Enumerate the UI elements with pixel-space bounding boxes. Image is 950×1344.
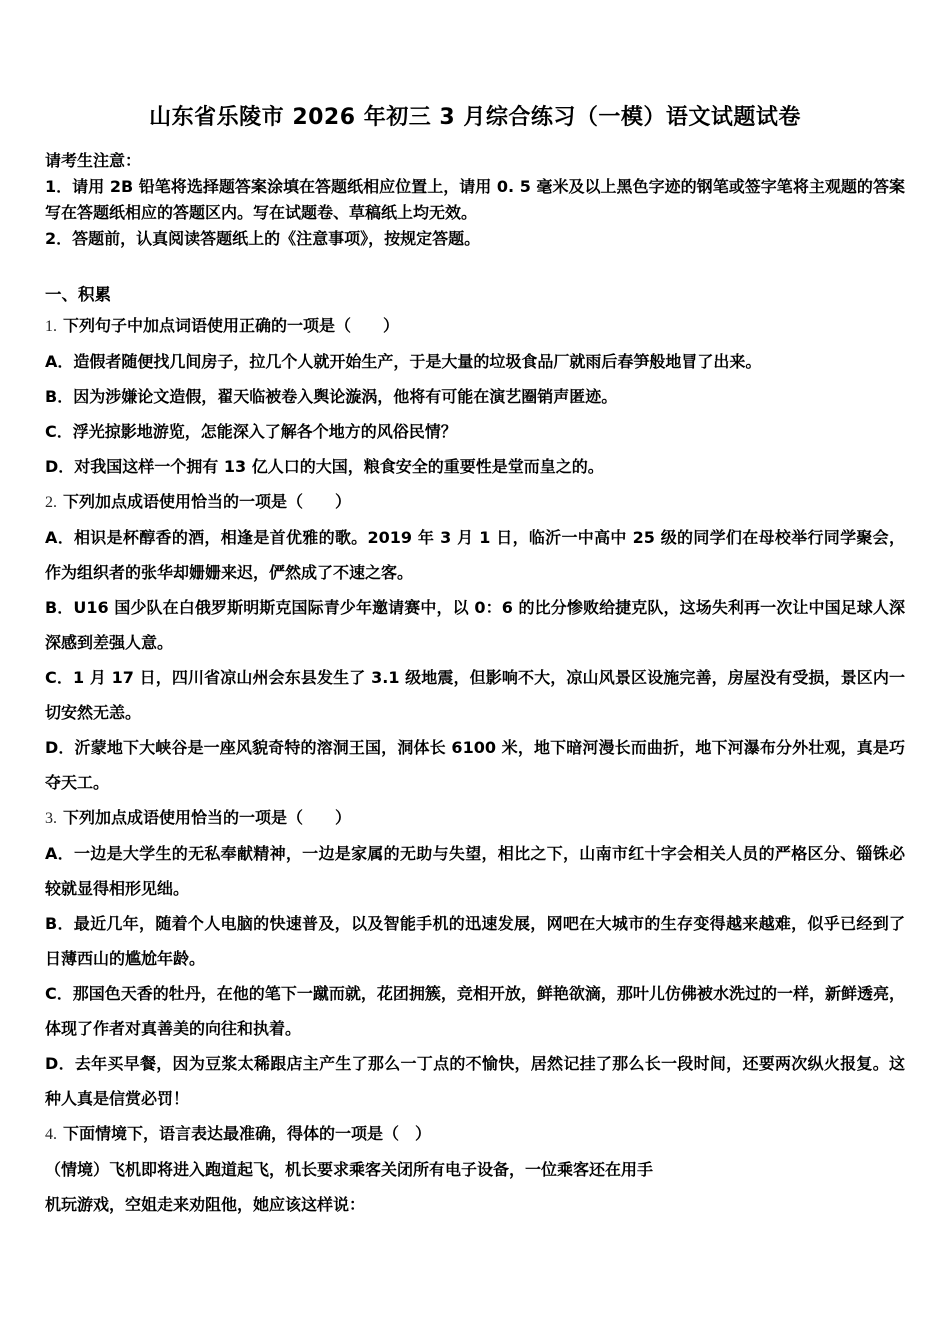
question-2-option-a: A．相识是杯醇香的酒，相逢是首优雅的歌。2019 年 3 月 1 日，临沂一中高中 25 级的同学们在母校举行同学聚会，作为组织者的张华却姗姗来迟，俨然成了不速之客。: [45, 528, 905, 582]
question-4-context-line-2: 机玩游戏，空姐走来劝阻他，她应该这样说：: [45, 1195, 366, 1214]
question-1-option-b: B．因为涉嫌论文造假，翟天临被卷入舆论漩涡，他将有可能在演艺圈销声匿迹。: [45, 387, 618, 406]
question-2-number: 2.: [45, 494, 57, 511]
question-3-option-c: C．那国色天香的牡丹，在他的笔下一蹴而就，花团拥簇，竞相开放，鲜艳欲滴，那叶儿仿佛被水洗过的一样，新鲜透亮，体现了作者对真善美的向往和执着。: [45, 984, 905, 1038]
question-2-stem: [45, 484, 905, 520]
notice-item-2: 2．答题前，认真阅读答题纸上的《注意事项》，按规定答题。: [45, 229, 481, 248]
question-2-option-c: C．1 月 17 日，四川省凉山州会东县发生了 3.1 级地震，但影响不大，凉山风景区设施完善，房屋没有受损，景区内一切安然无恙。: [45, 668, 905, 722]
page-title: 山东省乐陵市 2026 年初三 3 月综合练习（一模）语文试题试卷: [149, 105, 801, 130]
notice-item-1: 1．请用 2B 铅笔将选择题答案涂填在答题纸相应位置上，请用 0. 5 毫米及以上黑色字迹的钢笔或签字笔将主观题的答案写在答题纸相应的答题区内。写在试题卷、草稿纸上均无效。: [45, 177, 905, 222]
section-heading-accumulation: 一、积累: [45, 285, 111, 304]
question-3-number: 3.: [45, 810, 57, 827]
question-4-number: 4.: [45, 1126, 57, 1143]
question-2-option-b: B．U16 国少队在白俄罗斯明斯克国际青少年邀请赛中，以 0：6 的比分惨败给捷克队，这场失利再一次让中国足球人深深感到差强人意。: [45, 598, 905, 652]
question-3-option-b: B．最近几年，随着个人电脑的快速普及，以及智能手机的迅速发展，网吧在大城市的生存变得越来越难，似乎已经到了日薄西山的尴尬年龄。: [45, 914, 905, 968]
notice-block: [45, 148, 905, 252]
question-1-number: 1.: [45, 318, 57, 335]
notice-heading: 请考生注意：: [45, 151, 142, 170]
question-3-stem-text: 下列加点成语使用恰当的一项是（ ）: [63, 808, 352, 827]
question-1-option-d: D．对我国这样一个拥有 13 亿人口的大国，粮食安全的重要性是堂而皇之的。: [45, 457, 604, 476]
question-2-stem-text: 下列加点成语使用恰当的一项是（ ）: [63, 492, 352, 511]
question-4-context-line-1: （情境）飞机即将进入跑道起飞，机长要求乘客关闭所有电子设备，一位乘客还在用手: [45, 1160, 654, 1179]
question-3-stem: [45, 800, 905, 836]
question-4-stem: [45, 1116, 905, 1152]
question-1-stem: [45, 308, 905, 344]
question-3-option-d: D．去年买早餐，因为豆浆太稀跟店主产生了那么一丁点的不愉快，居然记挂了那么长一段时间，还要两次纵火报复。这种人真是信赏必罚！: [45, 1054, 905, 1108]
question-4-stem-text: 下面情境下，语言表达最准确，得体的一项是（ ）: [63, 1124, 432, 1143]
question-2-option-d: D．沂蒙地下大峡谷是一座风貌奇特的溶洞王国，洞体长 6100 米，地下暗河漫长而曲折，地下河瀑布分外壮观，真是巧夺天工。: [45, 738, 905, 792]
question-3-option-a: A．一边是大学生的无私奉献精神，一边是家属的无助与失望，相比之下，山南市红十字会相关人员的严格区分、锱铢必较就显得相形见绌。: [45, 844, 905, 898]
question-1-stem-text: 下列句子中加点词语使用正确的一项是（ ）: [63, 316, 400, 335]
question-1-option-a: A．造假者随便找几间房子，拉几个人就开始生产，于是大量的垃圾食品厂就雨后春笋般地冒了出来。: [45, 352, 762, 371]
question-1-option-c: C．浮光掠影地游览，怎能深入了解各个地方的风俗民情？: [45, 422, 457, 441]
